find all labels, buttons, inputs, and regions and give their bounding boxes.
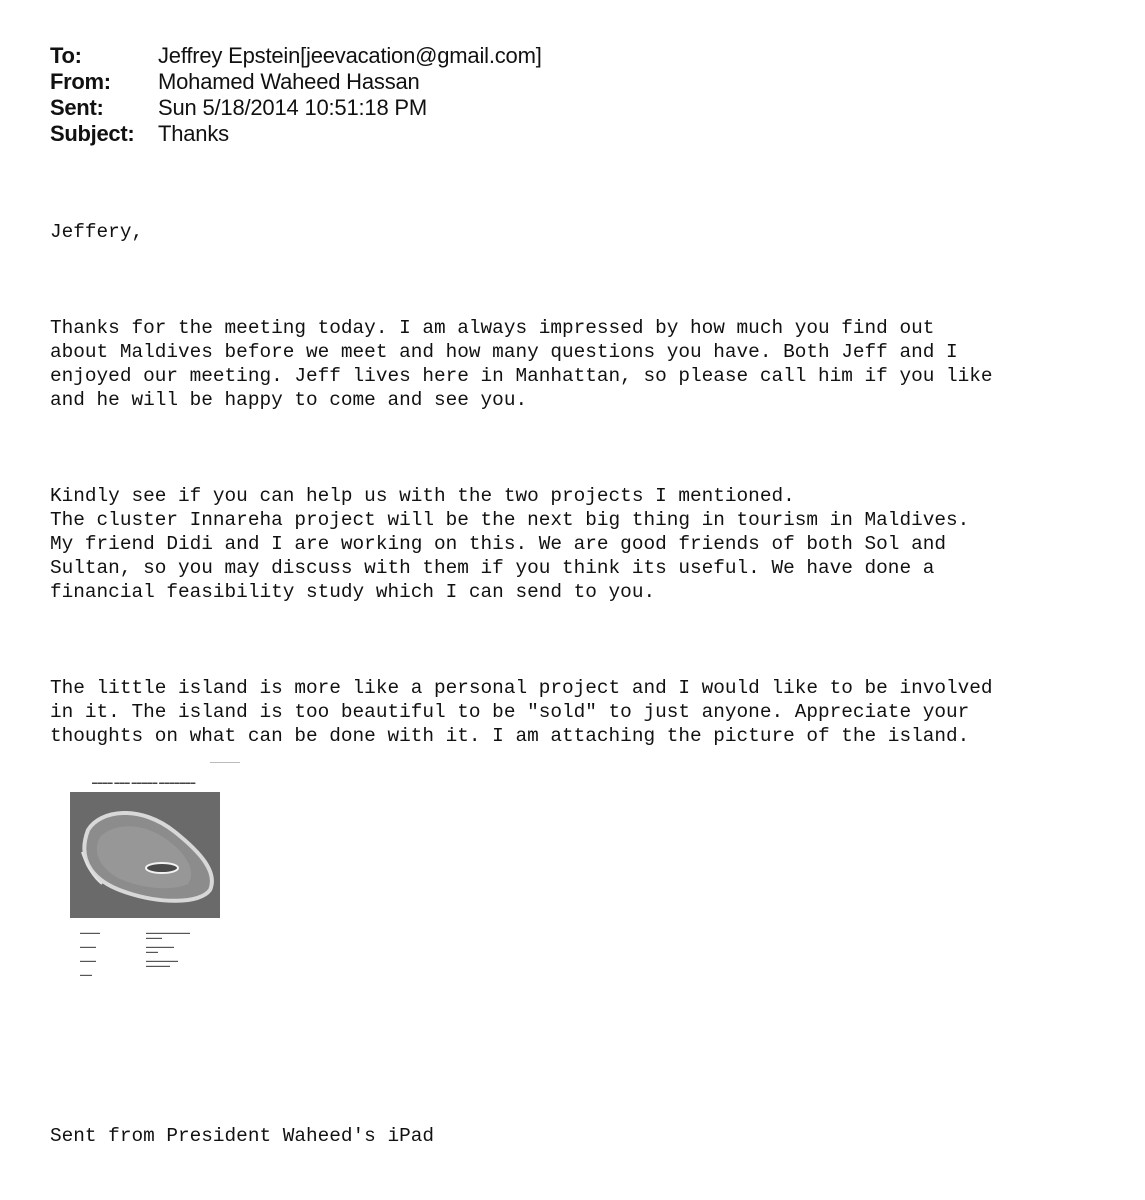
header-subject-row	[50, 121, 542, 147]
email-paragraph: Thanks for the meeting today. I am always impressed by how much you find out about Maldives before we meet and how many questions you have. Both Jeff and I enjoyed our meeting. Jeff lives here in Manhattan, so please call him if you like and he will be happy to come and see you.	[50, 317, 993, 411]
header-to-row	[50, 43, 542, 69]
email-greeting: Jeffery,	[50, 221, 144, 243]
email-paragraph: The little island is more like a personal project and I would like to be involved in it. The island is too beautiful to be "sold" to just anyone. Appreciate your thoughts on what can be done with it. I am attaching the picture of the island.	[50, 677, 993, 747]
header-from-value: Mohamed Waheed Hassan	[158, 69, 420, 94]
email-signature: Sent from President Waheed's iPad	[50, 1125, 434, 1147]
header-from-label: From:	[50, 69, 111, 94]
email-paragraph: Kindly see if you can help us with the two projects I mentioned. The cluster Innareha project will be the next big thing in tourism in Maldives. My friend Didi and I are working on this. We are good friends of both Sol and Sultan, so you may discuss with them if you think its useful. We have done a financial feasibility study which I can send to you.	[50, 485, 970, 603]
header-sent-row	[50, 95, 542, 121]
header-sent-label: Sent:	[50, 95, 104, 120]
header-subject-value: Thanks	[158, 121, 229, 146]
email-header	[50, 43, 542, 147]
attachment-caption-table: ▬▬▬▬▬ ▬▬▬▬▬▬▬▬▬▬▬ ▬▬▬▬ ▬▬▬▬ ▬▬▬▬▬▬▬ ▬▬▬ ▬▬▬▬ ▬▬▬▬▬▬▬▬ ▬▬▬▬▬▬ ▬▬▬	[80, 930, 190, 977]
attachment-title-scribble: ▬▬▬▬ ▬▬▬ ▬▬▬▬▬ ▬▬▬▬▬▬▬	[92, 780, 196, 786]
email-body	[50, 172, 1130, 796]
header-sent-value: Sun 5/18/2014 10:51:18 PM	[158, 95, 427, 120]
island-photo-icon	[70, 792, 220, 918]
header-from-row	[50, 69, 542, 95]
island-attachment[interactable]	[62, 758, 242, 978]
header-subject-label: Subject:	[50, 121, 135, 146]
attachment-rule	[210, 762, 240, 763]
header-to-value: Jeffrey Epstein[jeevacation@gmail.com]	[158, 43, 542, 68]
header-to-label: To:	[50, 43, 82, 68]
